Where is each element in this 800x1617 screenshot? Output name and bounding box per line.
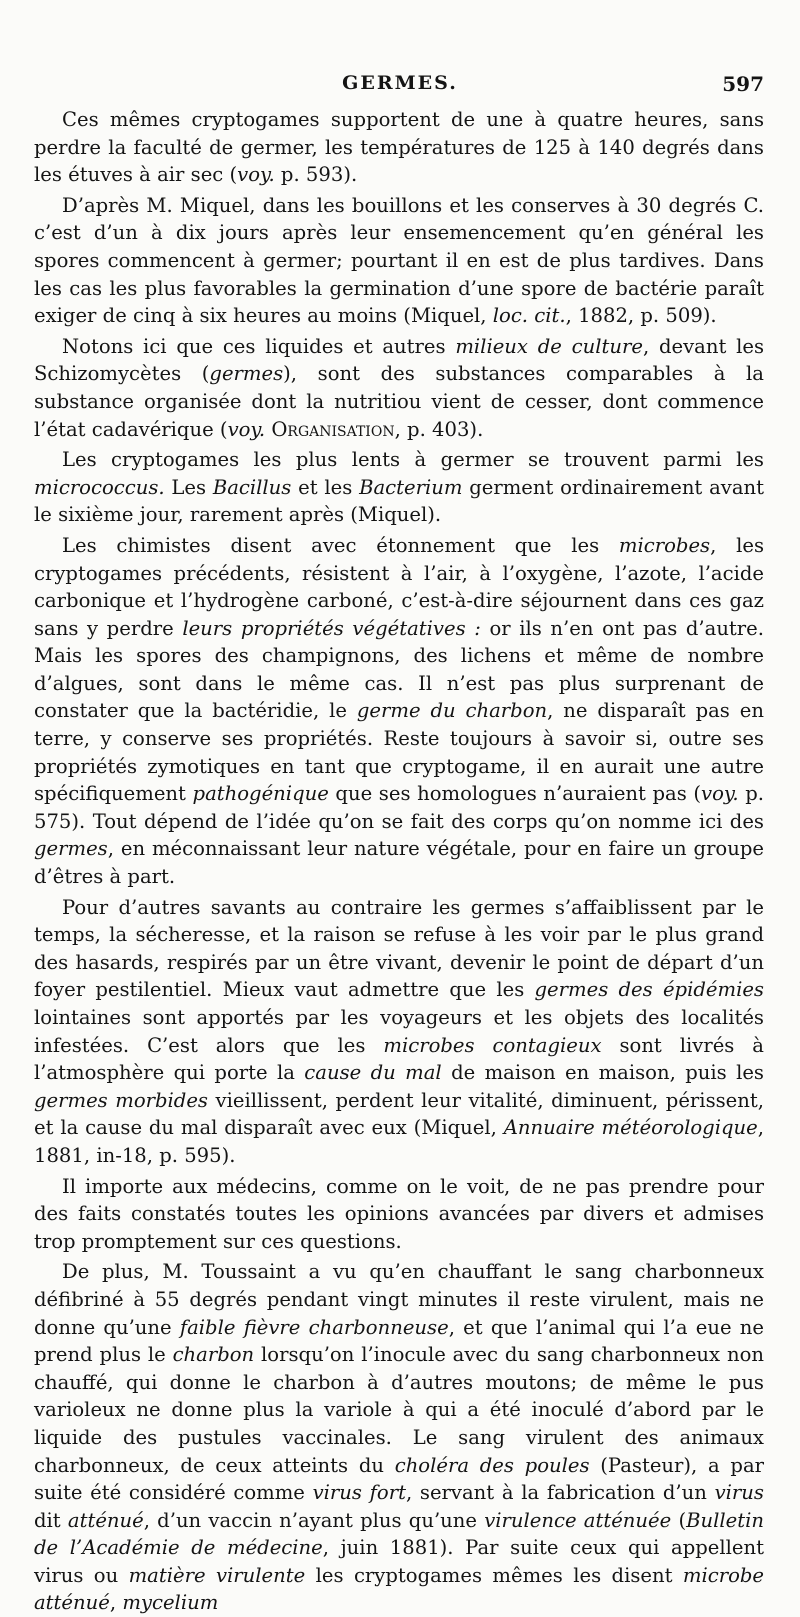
italic-run: Bulletin de l’Académie de médecine xyxy=(34,1508,764,1560)
italic-run: microbes contagieux xyxy=(383,1033,602,1057)
text-run: germent ordinairement avant le sixième jour, rarement après (Miquel). xyxy=(34,475,765,527)
text-run: que ses homologues n’auraient pas ( xyxy=(328,782,702,806)
text-run: , 1882, p. 509). xyxy=(565,304,717,328)
italic-run: Bacterium xyxy=(359,475,463,499)
page-header xyxy=(0,72,800,102)
page-number: 597 xyxy=(722,72,764,96)
italic-run: voy. xyxy=(227,417,266,441)
italic-run: charbon xyxy=(172,1343,255,1367)
text-run: , p. 403). xyxy=(394,417,484,441)
italic-run: Bacillus xyxy=(212,475,292,499)
text-run: ( xyxy=(671,1508,687,1532)
italic-run: germes xyxy=(34,837,108,861)
text-run: , servant à la fabrication d’un xyxy=(405,1481,715,1505)
text-run: , juin 1881). Par suite ceux qui appellent virus ou xyxy=(34,1536,764,1587)
text-run: Pour d’autres savants au contraire les germes s’affaiblissent par le temps, la sécheresse, et la raison se refuse à les voir par le plus grand des hasards, respirés par un être vivant, devenir le point de départ d’un foyer pestilentiel. Mieux vaut admettre que les xyxy=(34,895,764,1002)
running-title: GERMES. xyxy=(342,72,458,94)
italic-run: microbe atténué xyxy=(34,1563,765,1615)
text-run: , en méconnaissant leur nature végétale, pour en faire un groupe d’êtres à part. xyxy=(34,837,764,889)
text-run: (Pasteur), a par suite été considéré comme xyxy=(34,1453,765,1505)
italic-run: voy. xyxy=(237,163,275,187)
italic-run: micrococcus. xyxy=(34,475,165,499)
italic-run: germe du charbon xyxy=(356,699,548,723)
text-run: les cryptogames mêmes les disent xyxy=(305,1563,683,1587)
italic-run: germes des épidémies xyxy=(534,978,764,1002)
small-caps-run: Organisation xyxy=(271,417,395,441)
text-run: p. 575). Tout dépend de l’idée qu’on se fait des corps qu’on nomme ici des xyxy=(34,782,764,833)
italic-run: matière virulente xyxy=(128,1563,306,1587)
text-run: , xyxy=(109,1591,123,1615)
paragraph xyxy=(34,106,764,189)
italic-run: germes xyxy=(209,362,284,386)
paragraph xyxy=(34,1173,764,1256)
italic-run: microbes xyxy=(618,533,711,557)
italic-run: virulence atténuée xyxy=(484,1508,672,1532)
italic-run: loc. cit. xyxy=(492,304,566,328)
text-run: Les cryptogames les plus lents à germer se trouvent parmi les xyxy=(62,448,764,472)
text-run: , les cryptogames précédents, résistent à l’air, à l’oxygène, l’azote, l’acide carbonique et l’hydrogène carboné, c’est-à-dire séjournent dans ces gaz sans y perdre xyxy=(34,533,765,640)
text-run: p. 593). xyxy=(274,163,358,187)
paragraph xyxy=(34,333,764,443)
italic-run: leurs propriétés végétatives : xyxy=(182,616,481,640)
text-run: , devant les Schizomycètes ( xyxy=(34,334,765,386)
text-run: , ne disparaît pas en terre, y conserve ses propriétés. Reste toujours à savoir si, outre ses propriétés zymotiques en tant que cryptogame, il en aurait une autre spécifiquement xyxy=(34,699,764,806)
text-run: lorsqu’on l’inocule avec du sang charbonneux non chauffé, qui donne le charbon à d’autres moutons; de même le pus varioleux ne donne plus la variole à qui a été inoculé d’abord par le liquide des pustules vaccinales. Le sang virulent des animaux charbonneux, de ceux atteints du xyxy=(34,1343,764,1477)
italic-run: virus fort xyxy=(312,1481,406,1505)
paragraph xyxy=(34,532,764,891)
text-run: Notons ici que ces liquides et autres xyxy=(62,334,456,358)
text-run: De plus, M. Toussaint a vu qu’en chauffant le sang charbonneux défibriné à 55 degrés pendant vingt minutes il reste virulent, mais ne donne qu’une xyxy=(34,1260,764,1339)
italic-run: atténué xyxy=(67,1508,144,1532)
italic-run: voy. xyxy=(701,782,739,806)
body-text xyxy=(34,106,764,1617)
text-run: , d’un vaccin n’ayant plus qu’une xyxy=(143,1508,485,1532)
italic-run: mycelium xyxy=(122,1591,219,1615)
text-run: , et que l’animal qui l’a eue ne prend plus le xyxy=(34,1315,764,1367)
italic-run: faible fièvre charbonneuse xyxy=(179,1315,449,1339)
paragraph xyxy=(34,894,764,1170)
text-run: lointaines sont apportés par les voyageurs et les objets des localités infestées. C’est alors que les xyxy=(34,1006,764,1057)
italic-run: milieux de culture xyxy=(455,334,643,358)
italic-run: Annuaire météorologique xyxy=(503,1116,758,1140)
paragraph xyxy=(34,192,764,330)
italic-run: pathogénique xyxy=(192,782,329,806)
text-run: Les xyxy=(164,475,213,499)
text-run: D’après M. Miquel, dans les bouillons et les conserves à 30 degrés C. c’est d’un à dix jours après leur ensemencement qu’en général les spores commencent à germer; pourtant il en est de plus tardives. Dans les cas les plus favorables la germination d’une spore de bactérie paraît exiger de cinq à six heures au moins (Miquel, xyxy=(34,193,764,328)
text-run: vieillissent, perdent leur vitalité, diminuent, périssent, et la cause du mal disparaît avec eux (Miquel, xyxy=(34,1088,764,1140)
text-run: Il importe aux médecins, comme on le voit, de ne pas prendre pour des faits constatés toutes les opinions avancées par divers et admises trop promptement sur ces questions. xyxy=(34,1174,764,1253)
text-run: sont livrés à l’atmosphère qui porte la xyxy=(34,1033,764,1085)
text-run: Ces mêmes cryptogames supportent de une à quatre heures, sans perdre la faculté de germer, les températures de 125 à 140 degrés dans les étuves à air sec ( xyxy=(34,108,764,187)
italic-run: virus xyxy=(714,1481,764,1505)
paragraph xyxy=(34,1258,764,1617)
text-run: de maison en maison, puis les xyxy=(441,1061,764,1085)
italic-run: germes morbides xyxy=(34,1088,208,1112)
text-run: dit xyxy=(34,1508,68,1532)
text-run: ), sont des substances comparables à la substance organisée dont la nutritiou vient de cesser, dont commence l’état cadavérique ( xyxy=(34,362,764,441)
text-run: , 1881, in-18, p. 595). xyxy=(34,1116,764,1167)
italic-run: choléra des poules xyxy=(394,1453,590,1477)
italic-run: cause du mal xyxy=(304,1061,442,1085)
paragraph xyxy=(34,446,764,529)
text-run: et les xyxy=(291,475,360,499)
text-run: or ils n’en ont pas d’autre. Mais les spores des champignons, des lichens et même de nombre d’algues, sont dans le même cas. Il n’est pas plus surprenant de constater que la bactéridie, le xyxy=(34,616,764,723)
text-run: Les chimistes disent avec étonnement que les xyxy=(62,533,619,557)
